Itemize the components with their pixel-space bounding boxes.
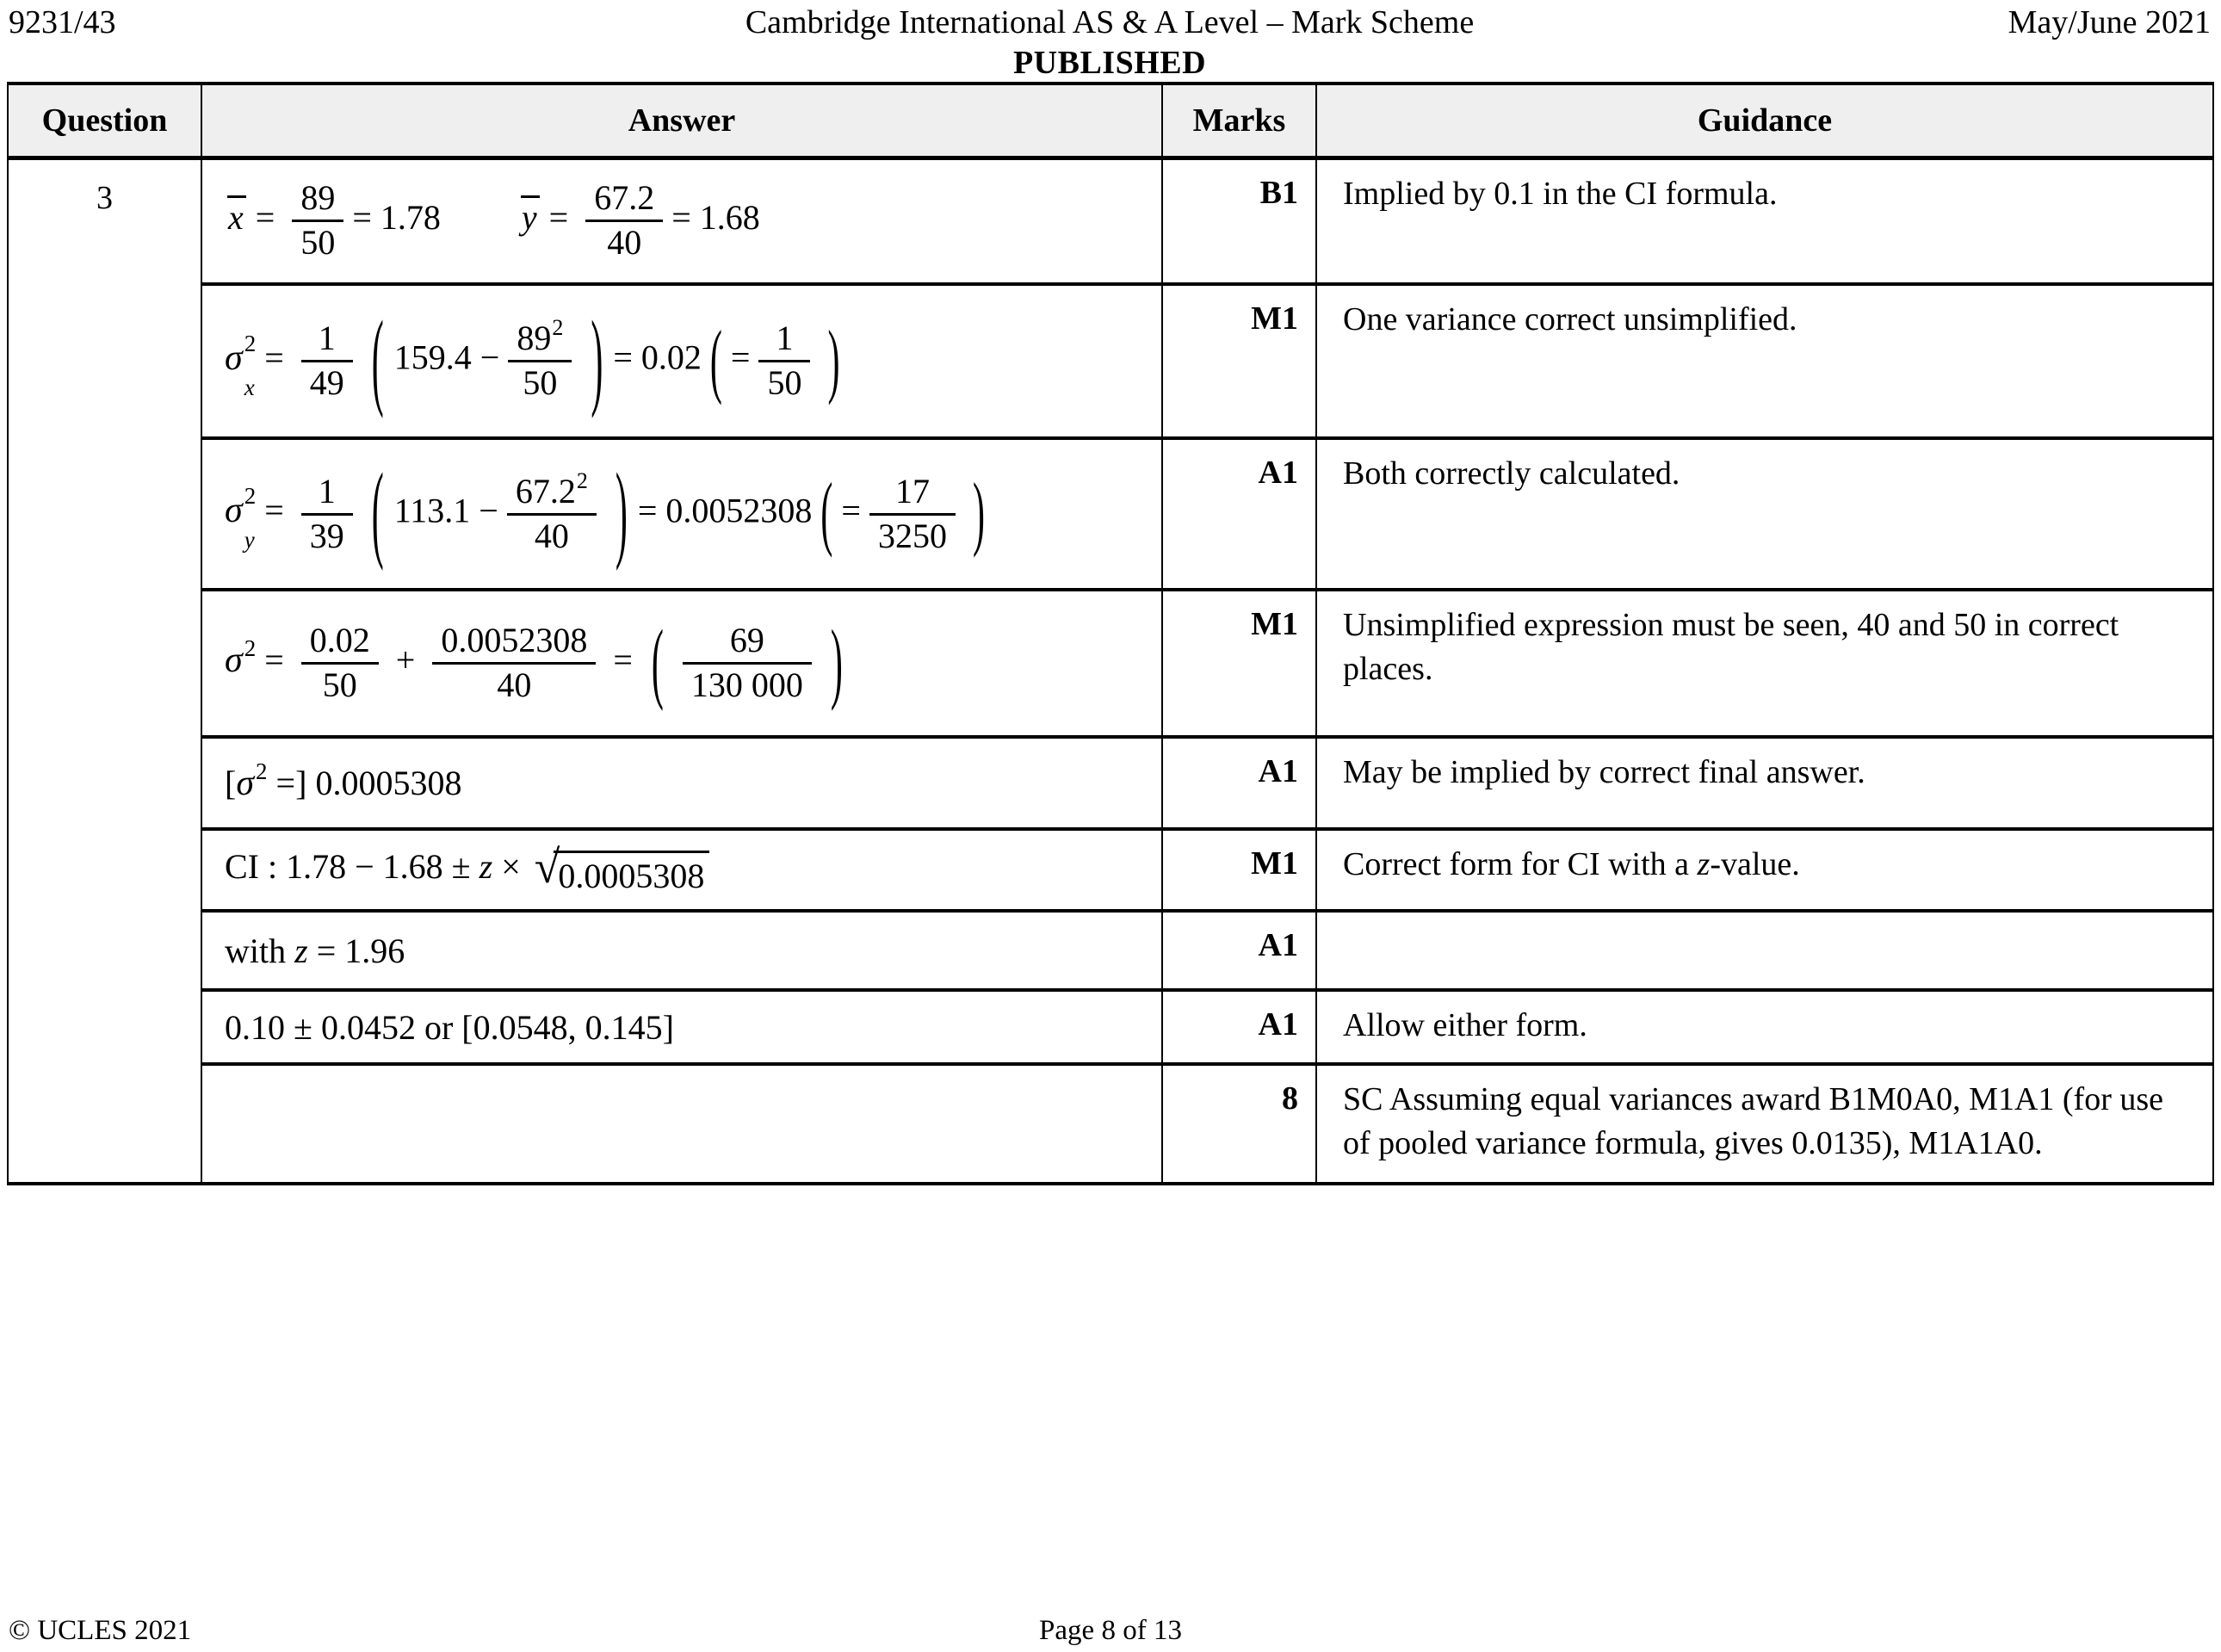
sigma-y-squared [225,480,257,553]
denominator: 50 [301,662,379,705]
exponent: 2 [244,634,257,661]
table-row [8,737,2213,829]
guidance-cell [1316,829,2213,911]
copyright: © UCLES 2021 [9,1615,192,1646]
denominator: 3250 [869,513,956,556]
table-row [8,1064,2213,1184]
equals-sign: = [841,491,861,530]
numerator: 0.02 [309,621,370,660]
fraction [869,473,956,556]
guidance-cell [1316,158,2213,284]
numerator-value: 67.2 [515,471,576,510]
equals-sign: = [255,197,275,237]
table-header-row [8,84,2213,158]
inner-expression: 113.1 − [393,491,498,530]
ci-expression: CI : 1.78 − 1.68 ± [225,846,471,886]
denominator: 40 [432,662,596,705]
sigma-symbol: σ [225,640,243,680]
col-header-question: Question [8,84,201,158]
table-row [8,284,2213,438]
formula-variance-y [225,455,1161,573]
numerator: 89 [300,178,336,218]
interval-text: 0.10 ± 0.0452 or [0.0548, 0.145] [225,1007,674,1047]
guidance-text: SC Assuming equal variances award B1M0A0, M1A1 (for use of pooled variance formula, gives 0.0135), M1A1A0. [1343,1081,2164,1162]
guidance-text: Allow either form. [1343,1007,1587,1043]
denominator: 49 [301,360,353,403]
fraction [585,179,663,263]
z-result: = 1.96 [316,931,405,970]
mean-x-result: = 1.78 [352,197,441,237]
exponent: 2 [576,467,588,493]
right-paren: ) [591,301,603,421]
right-paren: ) [830,614,843,713]
table-row [8,911,2213,990]
sigma-symbol: σ [236,763,255,803]
equals-sign: = [264,491,284,530]
guidance-text: -value. [1710,846,1800,882]
guidance-cell [1316,737,2213,829]
numerator: 69 [729,621,764,660]
answer-cell [201,911,1162,990]
sigma-squared [236,758,268,804]
sigma-squared [225,634,257,681]
right-paren: ) [827,315,840,407]
sup-sub-stack [244,485,257,552]
left-paren: ( [709,315,722,407]
z-variable: z [294,931,308,970]
guidance-text: Implied by 0.1 in the CI formula. [1343,175,1778,212]
published-label: PUBLISHED [1012,45,1207,81]
fraction [292,179,343,263]
mark-cell: B1 [1162,158,1316,284]
guidance-z-variable: z [1697,846,1711,882]
mean-y-result: = 1.68 [671,197,760,237]
exponent: 2 [552,315,564,341]
col-header-guidance: Guidance [1316,84,2213,158]
guidance-cell [1316,990,2213,1064]
left-paren: ( [371,455,384,573]
guidance-text: Unsimplified expression must be seen, 40 and 50 in correct places. [1343,607,2119,688]
guidance-cell [1316,1064,2213,1184]
mark-cell: A1 [1162,438,1316,590]
denominator: 50 [758,360,810,403]
equals-sign: = [548,197,569,237]
right-paren: ) [615,455,628,573]
left-paren: ( [371,301,384,421]
guidance-cell [1316,590,2213,737]
times-sign: × [501,846,521,886]
fraction [432,622,596,705]
sqrt-expression [534,840,710,897]
formula-interval [225,1007,1161,1048]
right-paren: ) [972,468,985,560]
formula-means [225,179,1161,263]
fraction [301,319,353,403]
numerator: 67.2 [594,178,655,218]
table-row [8,438,2213,590]
sup-sub-stack [244,332,257,399]
x-bar-variable: x [225,197,247,238]
denominator: 40 [585,220,663,263]
exponent: 2 [256,758,268,784]
mark-cell: A1 [1162,911,1316,990]
inner-expression: 159.4 − [393,337,500,377]
sigma-x-squared [225,328,257,400]
mean-x-group [225,178,441,263]
equals-sign: = [613,640,633,679]
z-variable: z [479,846,493,886]
equals-sign: = [730,337,751,377]
formula-variance-x [225,301,1161,421]
answer-cell [201,438,1162,590]
answer-cell [201,829,1162,911]
answer-cell [201,284,1162,438]
subscript: y [244,527,255,553]
sigma-value: 0.0005308 [315,763,462,802]
formula-sigma-value [225,758,1161,804]
paper-code: 9231/43 [9,4,116,40]
mark-cell: M1 [1162,590,1316,737]
numerator: 17 [894,471,930,510]
radicand: 0.0005308 [554,851,709,896]
result: = 0.0052308 [637,491,813,530]
mark-cell: M1 [1162,284,1316,438]
answer-cell [201,1064,1162,1184]
session-date: May/June 2021 [2008,4,2211,40]
numerator: 0.0052308 [441,621,588,660]
sigma-symbol: σ [225,337,243,378]
left-paren: ( [820,468,833,560]
mark-cell: A1 [1162,990,1316,1064]
page-footer [9,1615,2212,1647]
numerator: 1 [318,471,336,510]
denominator: 39 [301,513,353,556]
table-row [8,590,2213,737]
guidance-text: Both correctly calculated. [1343,455,1680,492]
col-header-marks: Marks [1162,84,1316,158]
formula-variance-sum [225,614,1161,713]
fraction [507,467,597,556]
denominator: 40 [507,513,597,556]
exponent: 2 [244,330,257,356]
guidance-text: Correct form for CI with a [1343,846,1698,882]
radical-icon: √ [534,840,560,893]
y-bar-variable: y [518,197,541,238]
equals-sign: = [264,337,284,377]
denominator: 50 [292,220,343,263]
answer-cell [201,590,1162,737]
mean-y-group [518,178,760,263]
numerator: 1 [776,319,794,358]
mark-cell: M1 [1162,829,1316,911]
guidance-cell [1316,438,2213,590]
answer-cell [201,737,1162,829]
equals-sign: = [264,640,284,679]
doc-title: Cambridge International AS & A Level – Mark Scheme [745,4,1475,40]
table-row [8,990,2213,1064]
fraction [301,622,379,705]
answer-cell [201,158,1162,284]
guidance-cell [1316,911,2213,990]
left-paren: ( [651,614,664,713]
formula-z-value [225,931,1161,971]
with-label: with [225,931,287,970]
guidance-text: May be implied by correct final answer. [1343,754,1865,790]
plus-sign: + [395,640,416,679]
total-marks-cell: 8 [1162,1064,1316,1184]
numerator: 1 [318,319,336,358]
question-number: 3 [8,158,201,1184]
equals-bracket: =] [275,763,307,802]
page-number: Page 8 of 13 [1039,1615,1182,1646]
fraction [758,319,810,403]
subscript: x [244,374,255,400]
header-center [745,3,1474,82]
denominator: 50 [508,360,572,403]
result: = 0.02 [613,337,702,377]
exponent: 2 [244,483,257,509]
col-header-answer: Answer [201,84,1162,158]
mark-scheme-table [7,82,2214,1185]
answer-cell [201,990,1162,1064]
guidance-cell [1316,284,2213,438]
numerator-value: 89 [517,319,552,358]
fraction [508,315,572,403]
sigma-symbol: σ [225,491,243,531]
left-bracket: [ [225,763,237,802]
numerator [507,467,597,513]
page-header [9,3,2211,81]
guidance-text: One variance correct unsimplified. [1343,301,1797,337]
fraction [301,473,353,556]
mark-cell: A1 [1162,737,1316,829]
numerator [508,315,572,360]
formula-ci [225,840,1161,897]
table-row [8,158,2213,284]
table-row [8,829,2213,911]
fraction [683,622,812,705]
denominator: 130 000 [683,662,812,705]
